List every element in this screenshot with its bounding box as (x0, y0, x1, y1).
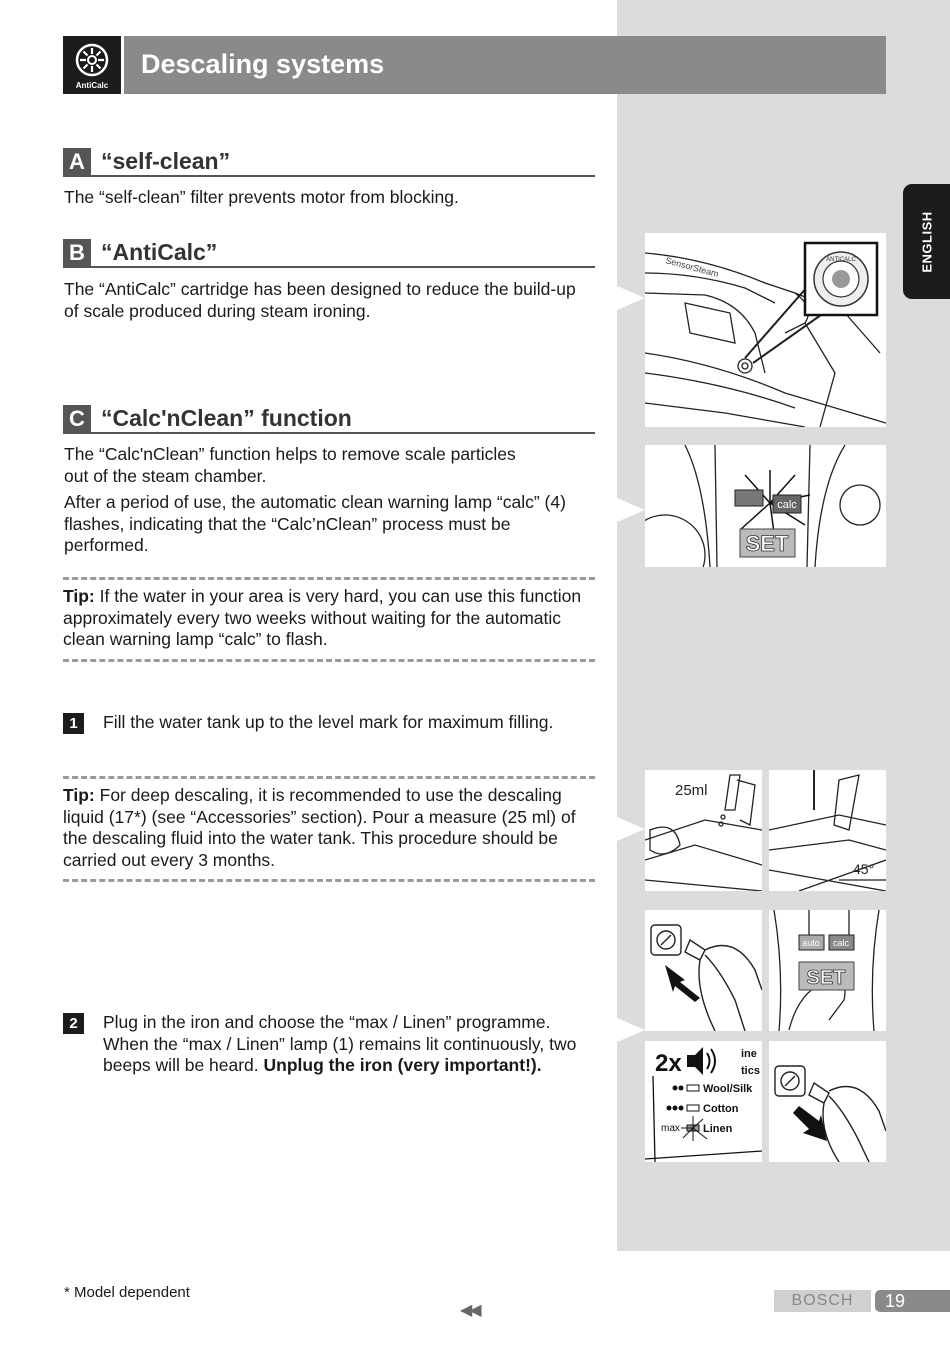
language-tab[interactable] (903, 184, 950, 299)
prog-wool: Wool/Silk (703, 1083, 753, 1095)
section-c-text-1: The “Calc'nClean” function helps to remove scale particles out of the steam chamber. (64, 444, 516, 486)
pointer-arrow (617, 498, 645, 522)
language-tab-label: ENGLISH (919, 210, 934, 273)
programme-lamps-illustration (645, 1041, 762, 1162)
step-2-number: 2 (63, 1013, 84, 1034)
footnote: * Model dependent (64, 1284, 190, 1301)
set-button-label: SET (745, 531, 789, 556)
pointer-arrow (617, 1018, 645, 1042)
measure-label: 25ml (675, 782, 708, 799)
plug-in-illustration (645, 910, 762, 1031)
section-a-letter: A (63, 148, 91, 175)
pointer-arrow (617, 286, 645, 310)
section-a-title: “self-clean” (101, 148, 231, 174)
prog-partial-2: tics (741, 1065, 760, 1077)
calc-lamp-label: calc (777, 499, 797, 511)
step-1-text: Fill the water tank up to the level mark for maximum filling. (103, 712, 554, 732)
angle-label: 45° (853, 861, 875, 877)
header-bar (124, 36, 886, 94)
tilt-iron-illustration (769, 770, 886, 891)
section-b-letter: B (63, 239, 91, 266)
pour-descaler-illustration (645, 770, 762, 891)
tip-2-text: For deep descaling, it is recommended to use the descaling liquid (17*) (see “Accessories” section). Pour a measure (25 ml) of the descaling fluid into the water tank. This procedure should be carried out every 3 months. (63, 785, 576, 870)
step-1-number: 1 (63, 713, 84, 734)
anticalc-icon-label: AntiCalc (75, 81, 109, 90)
step-2-text (103, 1012, 598, 1077)
section-b-heading (63, 238, 595, 268)
tip-box-1 (63, 577, 595, 662)
section-a-heading (63, 147, 595, 177)
set-button-label-2: SET (806, 967, 846, 989)
section-b-text: The “AntiCalc” cartridge has been designed to reduce the build-up of scale produced during steam ironing. (64, 279, 576, 321)
step-2-text-regular: Plug in the iron and choose the “max / Linen” programme. When the “max / Linen” lamp (1) remains lit continuously, two beeps will be heard. (103, 1012, 577, 1075)
tip-2-label: Tip: (63, 785, 95, 805)
iron-brand-label: SensorSteam (664, 255, 720, 280)
tip-box-2 (63, 776, 595, 882)
tip-1-label: Tip: (63, 586, 95, 606)
unplug-illustration (769, 1041, 886, 1162)
section-c-heading (63, 404, 595, 434)
section-c-text-2: After a period of use, the automatic clean warning lamp “calc” (4) flashes, indicating that the “Calc’nClean” process must be performed. (64, 492, 566, 555)
prog-cotton: Cotton (703, 1103, 739, 1115)
pointer-arrow (617, 817, 645, 841)
step-2-text-bold: Unplug the iron (very important!). (263, 1055, 542, 1075)
auto-button-label: auto (802, 938, 820, 948)
section-c-title: “Calc'nClean” function (101, 405, 352, 431)
calc-button-label: calc (832, 938, 850, 948)
calc-lamp-illustration (645, 445, 886, 567)
select-program-illustration (769, 910, 886, 1031)
prog-partial-1: ine (741, 1048, 757, 1060)
page-number: 19 (875, 1290, 950, 1312)
beeps-count: 2x (655, 1050, 682, 1077)
anticalc-ring-label: ANTICALC (826, 257, 856, 263)
section-b-title: “AntiCalc” (101, 239, 218, 265)
brand-label: BOSCH (774, 1290, 871, 1312)
prog-max: max (661, 1123, 680, 1134)
anticalc-icon (63, 36, 121, 94)
section-c-letter: C (63, 405, 91, 432)
page-title: Descaling systems (141, 49, 385, 79)
back-nav-icon[interactable]: ◀◀ (460, 1302, 479, 1319)
prog-linen: Linen (703, 1123, 733, 1135)
section-a-text: The “self-clean” filter prevents motor from blocking. (64, 187, 459, 207)
anticalc-cartridge-illustration (645, 233, 886, 427)
tip-1-text: If the water in your area is very hard, you can use this function approximately every two weeks without waiting for the automatic clean warning lamp “calc” to flash. (63, 586, 582, 649)
